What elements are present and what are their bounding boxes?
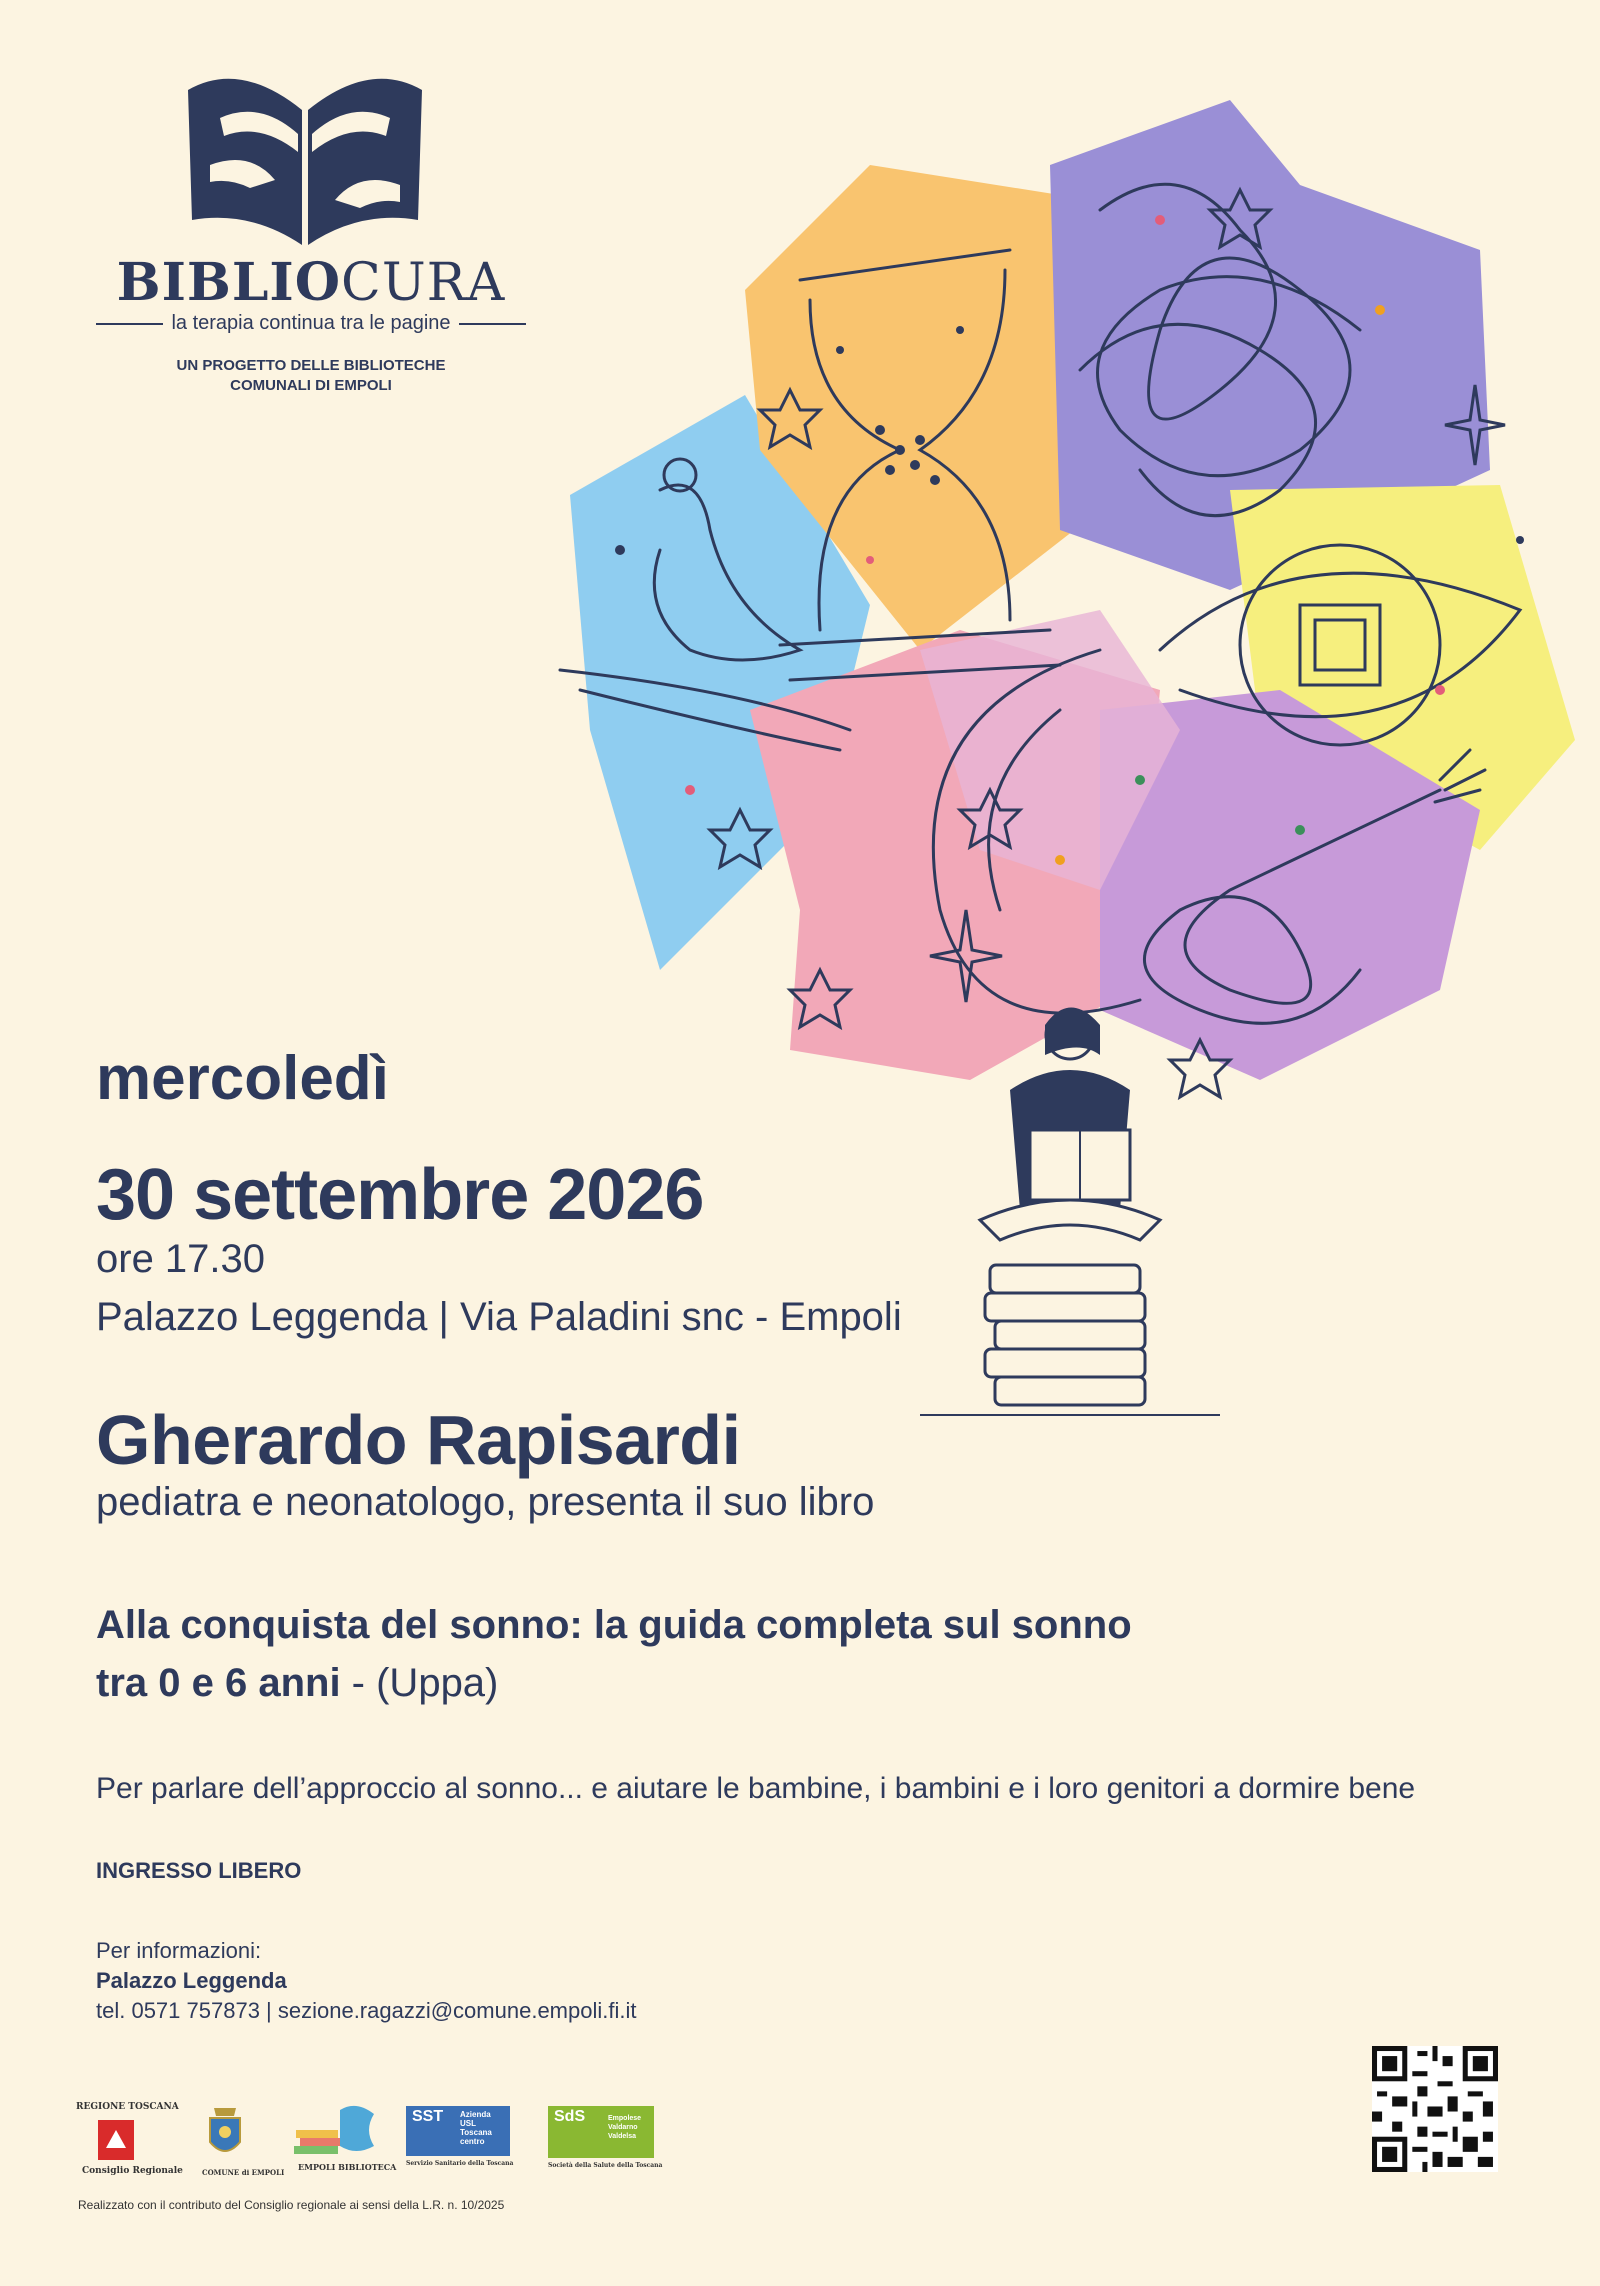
divider: [96, 323, 163, 325]
book-title-line-1: Alla conquista del sonno: la guida completa sul sonno: [96, 1603, 1132, 1647]
event-time: ore 17.30: [96, 1237, 266, 1281]
event-venue: Palazzo Leggenda | Via Paladini snc - Empoli: [96, 1295, 902, 1339]
brand-part1: BIBLIO: [116, 252, 342, 313]
speaker-name: Gherardo Rapisardi: [96, 1401, 741, 1479]
event-description: Per parlare dell’approccio al sonno... e aiutare le bambine, i bambini e i loro genitori a dormire bene: [96, 1772, 1416, 1805]
sst-sub: Servizio Sanitario della Toscana: [406, 2160, 514, 2167]
info-place: Palazzo Leggenda: [96, 1968, 287, 1993]
open-book-hands-icon: [180, 70, 430, 245]
regione-toscana-logo-icon: [96, 2118, 136, 2162]
event-weekday: mercoledì: [96, 1044, 389, 1113]
project-credit: [96, 356, 526, 396]
entry-info: INGRESSO LIBERO: [96, 1858, 302, 1883]
sds-title: SdS: [554, 2108, 586, 2125]
book-title-line-2-text: tra 0 e 6 anni: [96, 1661, 341, 1705]
divider: [459, 323, 526, 325]
sds-logo: [548, 2106, 654, 2158]
sds-name: Empolese Valdarno Valdelsa: [608, 2115, 642, 2140]
comune-label: COMUNE di EMPOLI: [202, 2168, 285, 2177]
book-title-line-2: [96, 1654, 1396, 1712]
tagline: la terapia continua tra le pagine: [171, 312, 451, 334]
book-title: [96, 1596, 1396, 1712]
funding-credits: Realizzato con il contributo del Consiglio regionale ai sensi della L.R. n. 10/2025: [78, 2198, 505, 2212]
brand-part2: CURA: [341, 253, 506, 313]
project-line-1: UN PROGETTO DELLE BIBLIOTECHE: [176, 357, 446, 374]
sst-title: SST: [412, 2108, 444, 2125]
reading-illustration: [540, 90, 1590, 1440]
comune-empoli-crest-icon: [200, 2104, 250, 2164]
regione-label: REGIONE TOSCANA: [76, 2102, 179, 2112]
event-date: 30 settembre 2026: [96, 1155, 704, 1235]
partner-logos: [76, 2100, 676, 2180]
info-label: Per informazioni:: [96, 1938, 262, 1963]
sst-usl-logo: [406, 2106, 510, 2156]
qr-code-icon: [1372, 2046, 1498, 2172]
empoli-biblioteca-logo-icon: [294, 2100, 380, 2158]
biblioteca-label: EMPOLI BIBLIOTECA: [298, 2162, 397, 2172]
brand-wordmark: [96, 252, 526, 313]
bibliocura-logo: [60, 70, 520, 410]
speaker-role: pediatra e neonatologo, presenta il suo libro: [96, 1480, 875, 1524]
sds-sub: Società della Salute della Toscana: [548, 2162, 663, 2169]
info-contact: tel. 0571 757873 | sezione.ragazzi@comune.empoli.fi.it: [96, 1998, 637, 2023]
consiglio-label: Consiglio Regionale: [82, 2166, 183, 2176]
project-line-2: COMUNALI DI EMPOLI: [230, 377, 392, 394]
tagline-row: [96, 312, 526, 335]
book-publisher: - (Uppa): [340, 1661, 499, 1705]
usl-label: Azienda USL Toscana centro: [460, 2110, 492, 2146]
